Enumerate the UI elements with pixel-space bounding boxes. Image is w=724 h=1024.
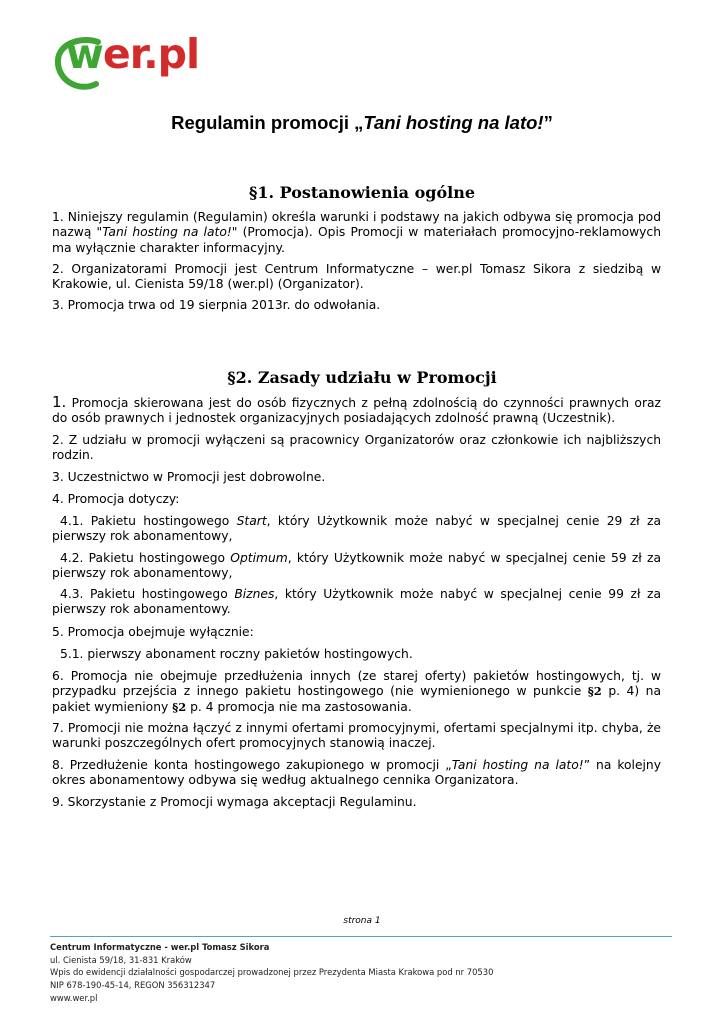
section-2-heading: §2. Zasady udziału w Promocji <box>227 368 497 387</box>
footer-registry: Wpis do ewidencji działalności gospodarczej prowadzonej przez Prezydenta Miasta Krakowa pod nr 70530 <box>50 967 494 978</box>
list-item: 4.2. Pakietu hostingowego Optimum, który Użytkownik może nabyć w specjalnej cenie 59 zł za pierwszy rok abonamentowy, <box>52 551 661 581</box>
footer-company: Centrum Informatyczne - wer.pl Tomasz Sikora <box>50 942 270 952</box>
page-number: strona 1 <box>343 916 381 926</box>
footer-ids: NIP 678-190-45-14, REGON 356312347 <box>50 980 216 991</box>
paragraph: 2. Organizatorami Promocji jest Centrum Informatyczne – wer.pl Tomasz Sikora z siedzibą w Krakowie, ul. Cienista 59/18 (wer.pl) (Organizator). <box>52 262 661 292</box>
list-item: 4.1. Pakietu hostingowego Start, który Użytkownik może nabyć w specjalnej cenie 29 zł za pierwszy rok abonamentowy, <box>52 514 661 544</box>
footer-website[interactable]: www.wer.pl <box>50 992 98 1003</box>
paragraph: 2. Z udziału w promocji wyłączeni są pracownicy Organizatorów oraz członkowie ich najbliższych rodzin. <box>52 433 661 463</box>
paragraph: 3. Uczestnictwo w Promocji jest dobrowolne. <box>52 470 326 484</box>
paragraph: 7. Promocji nie można łączyć z innymi ofertami promocyjnymi, ofertami specjalnymi itp. chyba, że warunki poszczególnych ofert promocyjnych stanowią inaczej. <box>52 721 661 751</box>
paragraph: 1. Niniejszy regulamin (Regulamin) określa warunki i podstawy na jakich odbywa się promocja pod nazwą "Tani hosting na lato!" (Promocja). Opis Promocji w materiałach promocyjno-reklamowych ma wyłącznie charakter informacyjny. <box>52 210 661 255</box>
footer <box>50 941 493 1005</box>
section-1-heading: §1. Postanowienia ogólne <box>248 183 476 202</box>
footer-divider <box>50 936 672 937</box>
paragraph: 9. Skorzystanie z Promocji wymaga akceptacji Regulaminu. <box>52 795 417 809</box>
paragraph: 8. Przedłużenie konta hostingowego zakupionego w promocji „Tani hosting na lato!” na kolejny okres abonamentowy odbywa się według aktualnego cennika Organizatora. <box>52 758 662 788</box>
paragraph: 5. Promocja obejmuje wyłącznie: <box>52 625 254 639</box>
page-title: Regulamin promocji „Tani hosting na lato!” <box>171 112 553 133</box>
paragraph: 3. Promocja trwa od 19 sierpnia 2013r. do odwołania. <box>52 298 381 312</box>
logo-text: wer.pl <box>66 30 200 78</box>
paragraph: 6. Promocja nie obejmuje przedłużenia innych (ze starej oferty) pakietów hostingowych, tj. w przypadku przejścia z innego pakietu hostingowego (nie wymienionego w punkcie §2 p. 4) na pakiet wymieniony §2 p. 4 promocja nie ma zastosowania. <box>52 669 661 714</box>
list-item: 5.1. pierwszy abonament roczny pakietów hostingowych. <box>60 647 413 661</box>
paragraph: 1. Promocja skierowana jest do osób fizycznych z pełną zdolnością do czynności prawnych oraz do osób prawnych i jednostek organizacyjnych posiadających zdolność prawną (Uczestnik). <box>52 393 661 426</box>
list-item: 4.3. Pakietu hostingowego Biznes, który Użytkownik może nabyć w specjalnej cenie 99 zł za pierwszy rok abonamentowy. <box>52 587 661 617</box>
footer-address: ul. Cienista 59/18, 31-831 Kraków <box>50 954 192 965</box>
paragraph: 4. Promocja dotyczy: <box>52 492 180 506</box>
